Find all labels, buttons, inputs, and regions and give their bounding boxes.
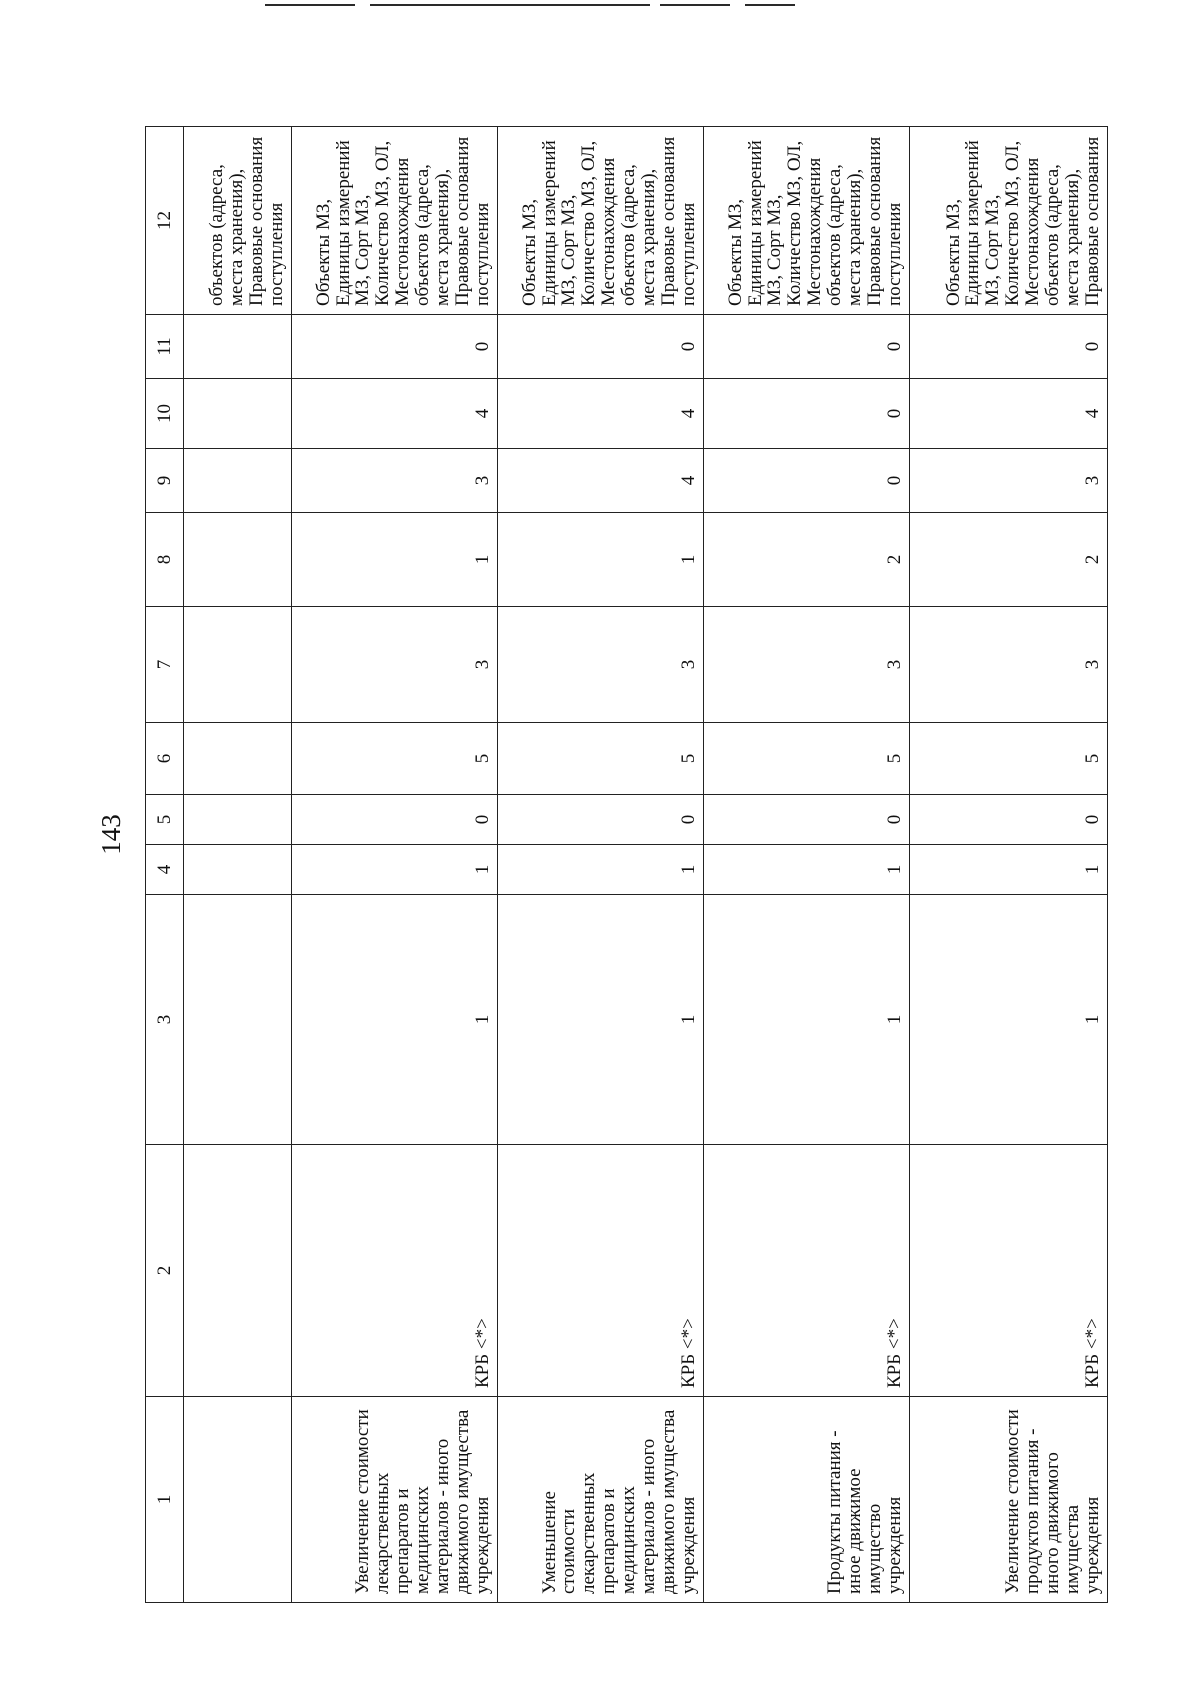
- table-cell: 0: [498, 315, 704, 379]
- table-cell: 1: [704, 895, 910, 1145]
- table-cell: 3: [910, 449, 1108, 513]
- table-cell: 0: [498, 795, 704, 845]
- table-cell: [184, 449, 292, 513]
- header-row: [146, 127, 184, 1603]
- table-cell: 0: [910, 795, 1108, 845]
- table-cell: 1: [292, 895, 498, 1145]
- table-cell: 1: [910, 845, 1108, 895]
- table-cell: [184, 795, 292, 845]
- top-rule: [370, 4, 650, 6]
- page-number: [96, 804, 126, 864]
- rotated-table-container: [145, 127, 1107, 1603]
- table-cell: КРБ <*>: [498, 1145, 704, 1397]
- column-header: 2: [146, 1145, 184, 1397]
- table-cell: Увеличение стоимости продуктов питания - иного движимого имущества учреждения: [910, 1397, 1108, 1603]
- table-row: [292, 127, 498, 1603]
- table-cell: [184, 513, 292, 607]
- column-header: 6: [146, 723, 184, 795]
- table-cell: 0: [704, 449, 910, 513]
- table-cell: 4: [498, 449, 704, 513]
- column-header: 4: [146, 845, 184, 895]
- table-cell: Продукты питания - иное движимое имущество учреждения: [704, 1397, 910, 1603]
- top-rule: [265, 4, 355, 6]
- table-cell: [184, 895, 292, 1145]
- table-row: [704, 127, 910, 1603]
- table-cell: 1: [498, 845, 704, 895]
- table-cell: 5: [910, 723, 1108, 795]
- page-number-text: 143: [95, 813, 126, 855]
- table-cell: 1: [292, 845, 498, 895]
- table-cell: [184, 379, 292, 449]
- table-cell: 5: [704, 723, 910, 795]
- top-rule: [660, 4, 730, 6]
- top-rule: [745, 4, 795, 6]
- table-cell: 1: [498, 895, 704, 1145]
- table-cell: [184, 1397, 292, 1603]
- table-cell: Объекты МЗ, Единицы измерений МЗ, Сорт МЗ, Количество МЗ, ОЛ, Местонахождения объектов (адреса, места хранения), Правовые основания поступления: [498, 127, 704, 315]
- table-cell: 4: [498, 379, 704, 449]
- table-cell: [184, 723, 292, 795]
- table-cell: 0: [704, 795, 910, 845]
- continuation-row: [184, 127, 292, 1603]
- table-cell: КРБ <*>: [292, 1145, 498, 1397]
- table-cell: 3: [292, 607, 498, 723]
- column-header: 10: [146, 379, 184, 449]
- column-header: 7: [146, 607, 184, 723]
- table-cell: 5: [292, 723, 498, 795]
- table-cell: [184, 845, 292, 895]
- table-cell: 2: [704, 513, 910, 607]
- table-cell: Объекты МЗ, Единицы измерений МЗ, Сорт МЗ, Количество МЗ, ОЛ, Местонахождения объектов (адреса, места хранения), Правовые основания поступления: [292, 127, 498, 315]
- table-cell: 0: [704, 315, 910, 379]
- table-cell: 3: [498, 607, 704, 723]
- table-cell: [184, 607, 292, 723]
- column-header: 11: [146, 315, 184, 379]
- table-cell: 0: [704, 379, 910, 449]
- table-cell: объектов (адреса, места хранения), Правовые основания поступления: [184, 127, 292, 315]
- table-cell: КРБ <*>: [704, 1145, 910, 1397]
- column-header: 3: [146, 895, 184, 1145]
- data-table: [145, 126, 1108, 1603]
- table-row: [498, 127, 704, 1603]
- table-cell: Объекты МЗ, Единицы измерений МЗ, Сорт МЗ, Количество МЗ, ОЛ, Местонахождения объектов (адреса, места хранения), Правовые основания: [910, 127, 1108, 315]
- table-cell: 3: [292, 449, 498, 513]
- table-cell: 2: [910, 513, 1108, 607]
- table-cell: Увеличение стоимости лекарственных препаратов и медицинских материалов - иного движимого имущества учреждения: [292, 1397, 498, 1603]
- table-cell: 5: [498, 723, 704, 795]
- column-header: 12: [146, 127, 184, 315]
- table-cell: 4: [292, 379, 498, 449]
- table-cell: КРБ <*>: [910, 1145, 1108, 1397]
- column-header: 1: [146, 1397, 184, 1603]
- table-row: [910, 127, 1108, 1603]
- table-cell: Уменьшение стоимости лекарственных препаратов и медицинских материалов - иного движимого имущества учреждения: [498, 1397, 704, 1603]
- table-cell: 1: [910, 895, 1108, 1145]
- table-cell: [184, 1145, 292, 1397]
- column-header: 8: [146, 513, 184, 607]
- table-cell: 4: [910, 379, 1108, 449]
- table-cell: 0: [292, 795, 498, 845]
- column-header: 5: [146, 795, 184, 845]
- table-cell: 1: [704, 845, 910, 895]
- table-cell: 1: [498, 513, 704, 607]
- table-cell: 3: [704, 607, 910, 723]
- table-cell: 0: [910, 315, 1108, 379]
- column-header: 9: [146, 449, 184, 513]
- table-cell: 3: [910, 607, 1108, 723]
- table-cell: 1: [292, 513, 498, 607]
- table-cell: Объекты МЗ, Единицы измерений МЗ, Сорт МЗ, Количество МЗ, ОЛ, Местонахождения объектов (адреса, места хранения), Правовые основания поступления: [704, 127, 910, 315]
- table-cell: [184, 315, 292, 379]
- table-cell: 0: [292, 315, 498, 379]
